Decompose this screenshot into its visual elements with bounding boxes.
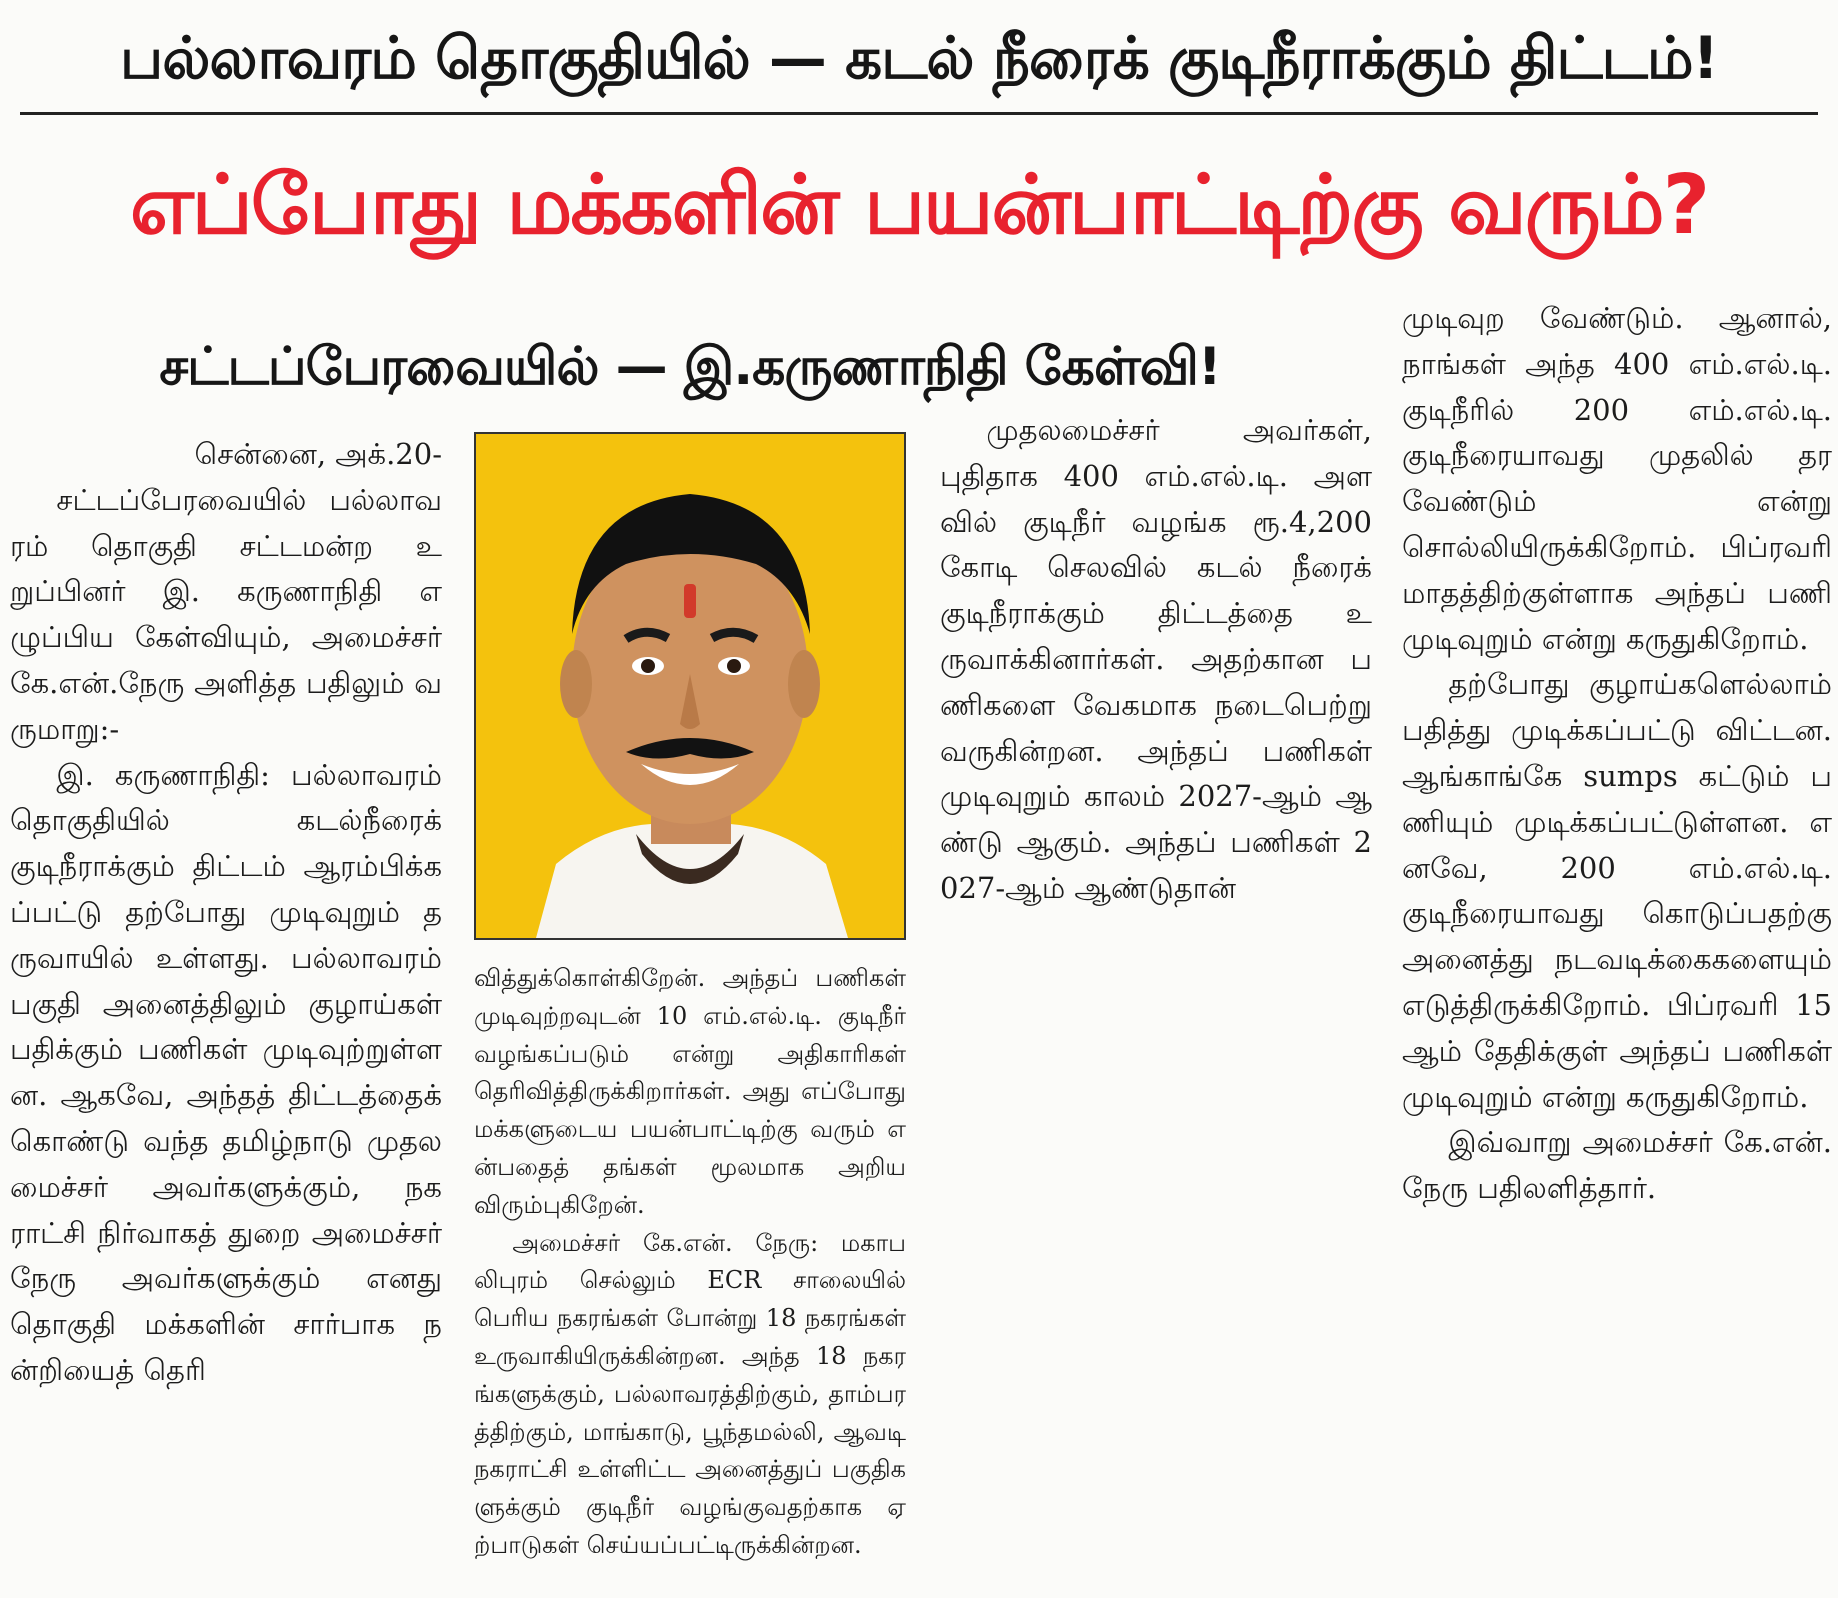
paragraph-answer-cont: முடிவுற வேண்டும். ஆனால், நாங்கள் அந்த 400 எம்.எல்.டி. குடிநீரில் 200 எம்.எல்.டி. குடிநீரையாவது முதலில் தர வேண்டும் என்று சொல்லியிருக்கிறோம். பிப்ரவரி மாதத்திற்குள்ளாக அந்தப் பணி முடிவுறும் என்று கருதுகிறோம். [1402, 301, 1832, 656]
column-1 [10, 432, 442, 1592]
paragraph-answer: அமைச்சர் கே.என். நேரு: மகாபலிபுரம் செல்லும் ECR சாலையில் பெரிய நகரங்கள் போன்று 18 நகரங்கள் உருவாகியிருக்கின்றன. அந்த 18 நகரங்களுக்கும், பல்லாவரத்திற்கும், தாம்பரத்திற்கும், மாங்காடு, பூந்தமல்லி, ஆவடி நகராட்சி உள்ளிட்ட அனைத்துப் பகுதிகளுக்கும் குடிநீர் வழங்குவதற்காக ஏற்பாடுகள் செய்யப்பட்டிருக்கின்றன. [474, 1228, 906, 1559]
kicker-headline: பல்லாவரம் தொகுதியில் — கடல் நீரைக் குடிநீராக்கும் திட்டம்! [120, 24, 1718, 92]
paragraph-closing: இவ்வாறு அமைச்சர் கே.என்.நேரு பதிலளித்தார். [1402, 1125, 1832, 1206]
paragraph-intro: சட்டப்பேரவையில் பல்லாவரம் தொகுதி சட்டமன்ற உறுப்பினர் இ. கருணாநிதி எழுப்பிய கேள்வியும், அமைச்சர் கே.என்.நேரு அளித்த பதிலும் வருமாறு:- [10, 482, 442, 746]
column-3 [940, 408, 1372, 1592]
paragraph-pipes: தற்போது குழாய்களெல்லாம் பதித்து முடிக்கப்பட்டு விட்டன. ஆங்காங்கே sumps கட்டும் பணியும் முடிக்கப்பட்டுள்ளன. எனவே, 200 எம்.எல்.டி. குடிநீரையாவது கொடுப்பதற்கு அனைத்து நடவடிக்கைகளையும் எடுத்திருக்கிறோம். பிப்ரவரி 15 ஆம் தேதிக்குள் அந்தப் பணிகள் முடிவுறும் என்று கருதுகிறோம். [1402, 667, 1832, 1114]
paragraph-question-cont: வித்துக்கொள்கிறேன். அந்தப் பணிகள் முடிவுற்றவுடன் 10 எம்.எல்.டி. குடிநீர் வழங்கப்படும் என்று அதிகாரிகள் தெரிவித்திருக்கிறார்கள். அது எப்போது மக்களுடைய பயன்பாட்டிற்கு வரும் என்பதைத் தங்கள் மூலமாக அறிய விரும்புகிறேன். [474, 964, 906, 1219]
main-headline: எப்போது மக்களின் பயன்பாட்டிற்கு வரும்? [129, 158, 1709, 253]
paragraph-cm-plan: முதலமைச்சர் அவர்கள், புதிதாக 400 எம்.எல்.டி. அளவில் குடிநீர் வழங்க ரூ.4,200 கோடி செலவில் கடல் நீரைக் குடிநீராக்கும் திட்டத்தை உருவாக்கினார்கள். அதற்கான பணிகளை வேகமாக நடைபெற்று வருகின்றன. அந்தப் பணிகள் முடிவுறும் காலம் 2027-ஆம் ஆண்டு ஆகும். அந்தப் பணிகள் 2027-ஆம் ஆண்டுதான் [940, 413, 1372, 905]
divider-rule [20, 112, 1818, 115]
column-2 [474, 960, 906, 1592]
column-4 [1402, 296, 1832, 1592]
portrait-illustration [476, 434, 904, 938]
paragraph-question: இ. கருணாநிதி: பல்லாவரம் தொகுதியில் கடல்நீரைக் குடிநீராக்கும் திட்டம் ஆரம்பிக்கப்பட்டு தற்போது முடிவுறும் தருவாயில் உள்ளது. பல்லாவரம் பகுதி அனைத்திலும் குழாய்கள் பதிக்கும் பணிகள் முடிவுற்றுள்ளன. ஆகவே, அந்தத் திட்டத்தைக் கொண்டு வந்த தமிழ்நாடு முதலமைச்சர் அவர்களுக்கும், நகராட்சி நிர்வாகத் துறை அமைச்சர் நேரு அவர்களுக்கும் எனது தொகுதி மக்களின் சார்பாக நன்றியைத் தெரி [10, 757, 442, 1387]
sub-headline: சட்டப்பேரவையில் — இ.கருணாநிதி கேள்வி! [159, 337, 1221, 397]
dateline: சென்னை, அக்.20- [194, 437, 442, 471]
portrait-photo [474, 432, 906, 940]
